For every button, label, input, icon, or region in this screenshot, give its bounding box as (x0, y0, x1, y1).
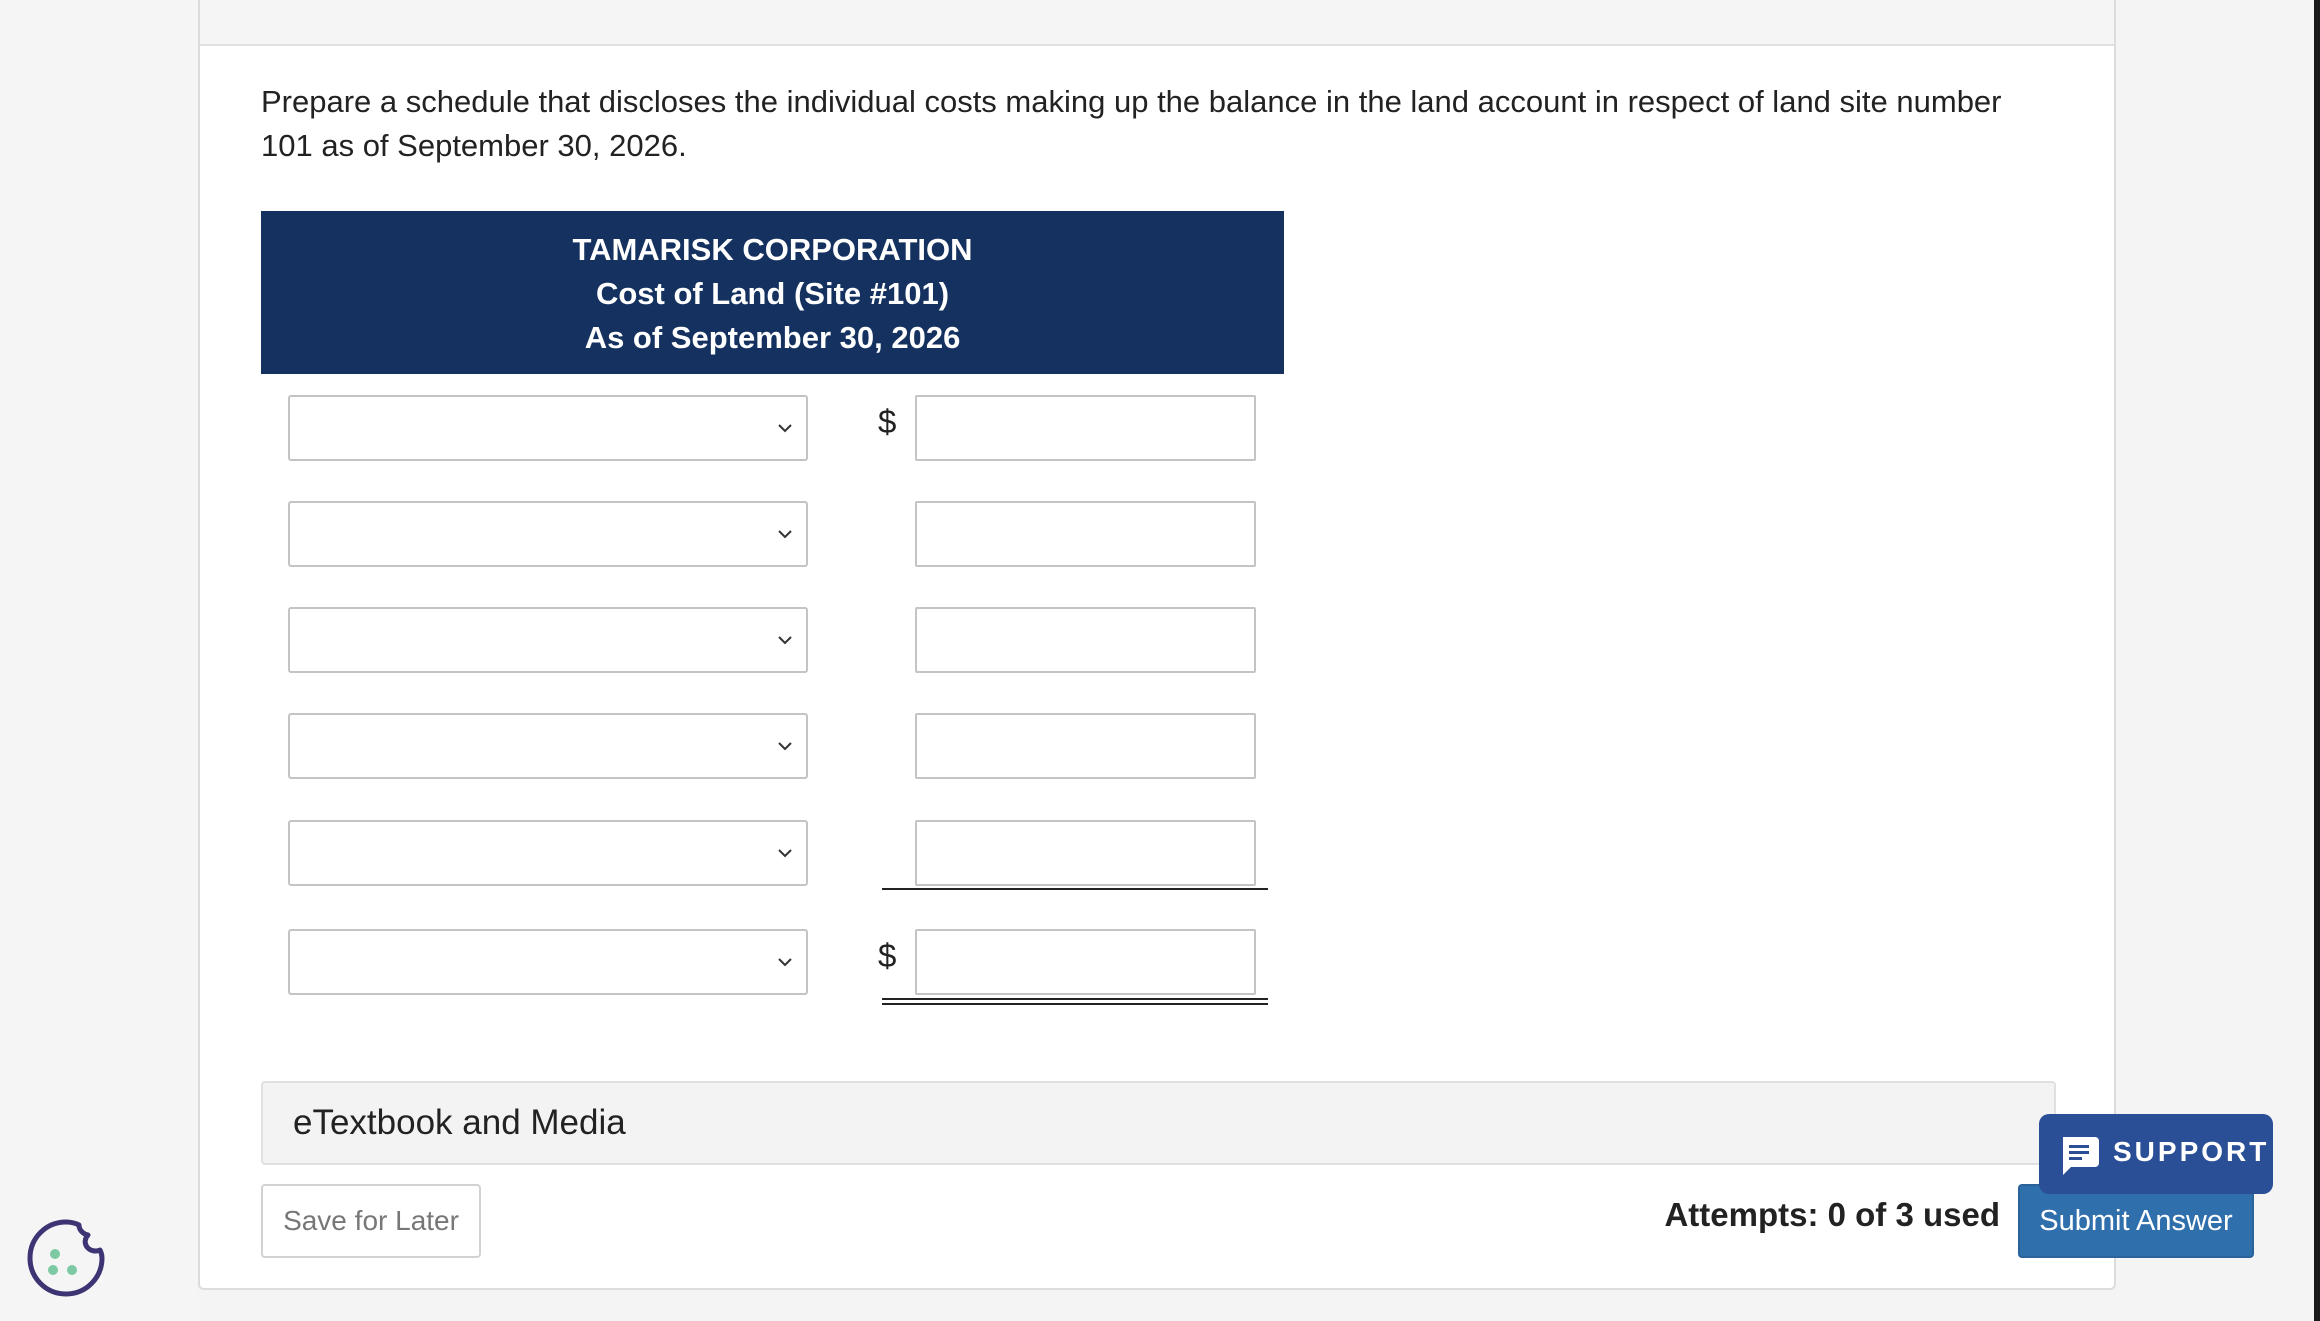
support-label: SUPPORT (2113, 1136, 2270, 1167)
chat-icon (2057, 1133, 2101, 1177)
schedule-row (288, 820, 1278, 886)
total-double-underline (882, 1003, 1268, 1005)
etextbook-media-toggle[interactable]: eTextbook and Media (261, 1081, 2056, 1165)
amount-input[interactable] (915, 395, 1256, 461)
schedule-title: Cost of Land (Site #101) (595, 276, 950, 311)
schedule-header (261, 211, 1284, 374)
total-amount-input[interactable] (915, 929, 1256, 995)
amount-input[interactable] (915, 820, 1256, 886)
chevron-down-icon (770, 411, 800, 447)
amount-input[interactable] (915, 501, 1256, 567)
cost-item-select[interactable] (288, 395, 808, 461)
schedule-row (288, 607, 1278, 673)
schedule-row (288, 395, 1278, 461)
chevron-down-icon (770, 729, 800, 765)
chevron-down-icon (770, 836, 800, 872)
dollar-sign: $ (878, 403, 897, 440)
save-for-later-button[interactable]: Save for Later (261, 1184, 481, 1258)
cookie-icon[interactable] (24, 1216, 108, 1300)
question-instructions: Prepare a schedule that discloses the individual costs making up the balance in the land account in respect of land site number 101 as of September 30, 2026. (261, 84, 2002, 163)
schedule-row (288, 713, 1278, 779)
attempts-counter: Attempts: 0 of 3 used (1664, 1196, 2000, 1233)
chevron-down-icon (770, 517, 800, 553)
submit-answer-button[interactable]: Submit Answer (2018, 1184, 2254, 1258)
schedule-row (288, 501, 1278, 567)
dollar-sign: $ (878, 937, 897, 974)
support-button[interactable] (2039, 1114, 2273, 1194)
cost-item-select[interactable] (288, 929, 808, 995)
schedule-date: As of September 30, 2026 (584, 320, 961, 355)
chevron-down-icon (770, 945, 800, 981)
chevron-down-icon (770, 623, 800, 659)
left-gutter (0, 0, 198, 1321)
amount-input[interactable] (915, 607, 1256, 673)
total-double-underline (882, 998, 1268, 1000)
cost-item-select[interactable] (288, 713, 808, 779)
cost-item-select[interactable] (288, 820, 808, 886)
cost-item-select[interactable] (288, 501, 808, 567)
cost-item-select[interactable] (288, 607, 808, 673)
subtotal-underline (882, 888, 1268, 890)
window-edge (2314, 0, 2320, 1321)
amount-input[interactable] (915, 713, 1256, 779)
card-top-bar (200, 0, 2114, 46)
schedule-company: TAMARISK CORPORATION (572, 232, 973, 267)
schedule-row-total (288, 929, 1278, 995)
